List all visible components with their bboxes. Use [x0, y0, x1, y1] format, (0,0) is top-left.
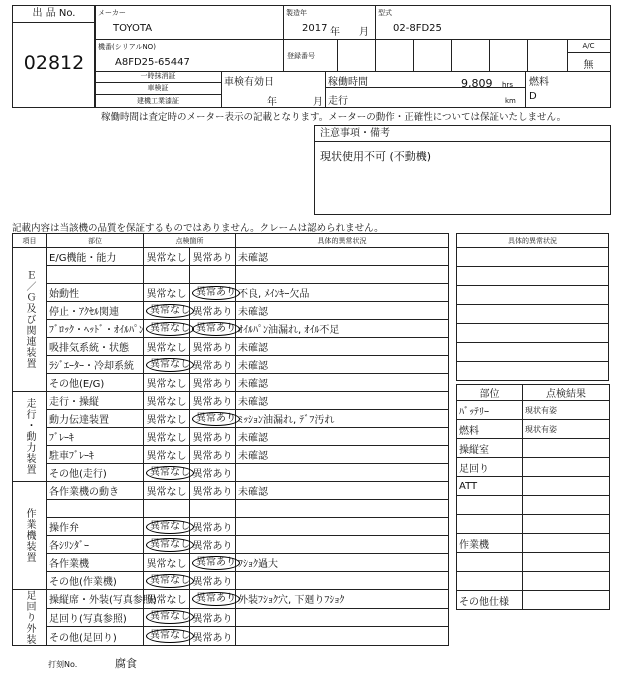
normal-cell	[144, 248, 190, 266]
normal-cell	[144, 482, 190, 500]
detail-cell-text: 不良, ﾒｲﾝｷｰ欠品	[238, 289, 310, 300]
hours-unit: hrs	[502, 81, 513, 89]
detail-cell-text: 外装ﾌｼｮｸ穴, 下廻りﾌｼｮｸ	[238, 595, 345, 607]
cert-vehicle: 車検証	[95, 83, 221, 95]
results-row	[457, 591, 610, 610]
fuel-label: 燃料	[529, 77, 549, 88]
part-cell-text: 各作業機	[49, 559, 89, 570]
abnormal-cell	[190, 392, 236, 410]
detail-cell-text: 未確認	[238, 361, 268, 372]
right-detail-row	[457, 248, 609, 267]
normal-cell	[144, 500, 190, 518]
results-part-cell	[457, 572, 523, 591]
part-cell-text: 停止・ｱｸｾﾙ関連	[49, 307, 119, 318]
normal-cell-text: 異常なし	[146, 451, 187, 462]
detail-cell	[236, 590, 449, 609]
normal-cell-text: 異常なし	[146, 629, 194, 643]
section-label	[13, 590, 47, 646]
table-row	[13, 627, 449, 646]
part-cell	[47, 266, 144, 284]
abnormal-cell-text: 異常あり	[192, 556, 240, 570]
normal-cell-text: 異常なし	[146, 358, 194, 372]
part-cell	[47, 464, 144, 482]
results-part-cell	[457, 515, 523, 534]
part-cell	[47, 410, 144, 428]
mileage-label: 走行	[328, 96, 348, 107]
hours-value: 9,809	[461, 77, 493, 90]
detail-cell	[236, 554, 449, 572]
right-detail-row	[457, 324, 609, 343]
reg-label: 登録番号	[287, 52, 315, 60]
part-cell-text: ﾗｼﾞｴｰﾀｰ・冷却系統	[49, 361, 134, 372]
part-cell-text: その他(E/G)	[49, 379, 105, 390]
results-row	[457, 496, 610, 515]
normal-cell	[144, 284, 190, 302]
results-part-cell: 燃料	[457, 420, 523, 439]
part-cell-text: E/G機能・能力	[49, 253, 117, 264]
section-label-text: 作業機装置	[24, 508, 35, 563]
part-cell	[47, 356, 144, 374]
results-result-cell	[523, 534, 610, 553]
normal-cell	[144, 374, 190, 392]
abnormal-cell	[190, 590, 236, 609]
col-detail: 具体的異常状況	[236, 234, 449, 248]
abnormal-cell	[190, 428, 236, 446]
abnormal-cell	[190, 338, 236, 356]
abnormal-cell	[190, 410, 236, 428]
table-row	[13, 410, 449, 428]
detail-cell-text: 未確認	[238, 379, 268, 390]
table-row	[13, 338, 449, 356]
detail-cell	[236, 302, 449, 320]
lot-number: 02812	[23, 52, 85, 74]
abnormal-cell	[190, 627, 236, 646]
detail-cell	[236, 428, 449, 446]
part-cell	[47, 338, 144, 356]
normal-cell-text: 異常なし	[146, 559, 187, 570]
abnormal-cell-text: 異常あり	[192, 577, 233, 588]
notes-box	[314, 125, 611, 215]
detail-cell	[236, 608, 449, 627]
results-part-cell: ATT	[457, 477, 523, 496]
normal-cell	[144, 590, 190, 609]
model-label: 型式	[378, 9, 392, 17]
detail-cell	[236, 572, 449, 590]
abnormal-cell-text: 異常あり	[192, 433, 233, 444]
year-label: 製造年	[286, 9, 307, 17]
detail-cell-text: ﾐｯｼｮﾝ油漏れ, ﾃﾞﾌ汚れ	[238, 415, 335, 426]
serial-value: A8FD25-65447	[115, 57, 190, 68]
part-cell-text: 操作弁	[49, 523, 79, 534]
detail-cell-text: 未確認	[238, 487, 268, 498]
part-cell	[47, 518, 144, 536]
header-info-box	[94, 5, 611, 108]
inspection-month: 月	[313, 97, 323, 108]
table-row	[13, 536, 449, 554]
normal-cell-text: 異常なし	[146, 253, 187, 264]
part-cell	[47, 536, 144, 554]
abnormal-cell	[190, 302, 236, 320]
abnormal-cell	[190, 446, 236, 464]
results-part-header: 部位	[457, 385, 523, 401]
col-check: 点検箇所	[144, 234, 236, 248]
cert-construction: 建機工業漆証	[137, 97, 179, 105]
part-cell-text: 操縦席・外装(写真参照)	[49, 595, 157, 607]
normal-cell-text: 異常なし	[146, 520, 194, 534]
normal-cell-text: 異常なし	[146, 595, 187, 607]
normal-cell	[144, 536, 190, 554]
normal-cell	[144, 410, 190, 428]
results-part-cell	[457, 496, 523, 515]
normal-cell-text: 異常なし	[146, 610, 194, 624]
col-item: 項目	[13, 234, 47, 248]
results-result-cell	[523, 439, 610, 458]
normal-cell-text: 異常なし	[146, 538, 194, 552]
results-result-cell	[523, 496, 610, 515]
part-cell-text: その他(作業機)	[49, 577, 117, 588]
section-label	[13, 482, 47, 590]
right-detail-row	[457, 267, 609, 286]
part-cell	[47, 608, 144, 627]
part-cell-text: その他(足回り)	[49, 632, 117, 644]
serial-label: 機番(シリアルNO)	[98, 43, 156, 51]
part-cell	[47, 500, 144, 518]
results-row	[457, 553, 610, 572]
results-row	[457, 401, 610, 420]
section-label-text: 足回り外装	[24, 590, 35, 645]
abnormal-cell	[190, 500, 236, 518]
detail-cell	[236, 392, 449, 410]
abnormal-cell-text: 異常あり	[192, 487, 233, 498]
model-value: 02-8FD25	[393, 23, 442, 34]
detail-cell-text: 未確認	[238, 253, 268, 264]
normal-cell-text: 異常なし	[146, 415, 187, 426]
year-unit: 年	[330, 27, 340, 38]
abnormal-cell	[190, 320, 236, 338]
abnormal-cell	[190, 482, 236, 500]
results-row	[457, 458, 610, 477]
table-row	[13, 374, 449, 392]
lot-label: 出 品 No.	[13, 6, 95, 23]
part-cell-text: 各ｼﾘﾝﾀﾞｰ	[49, 541, 89, 552]
part-cell	[47, 374, 144, 392]
normal-cell-text: 異常なし	[146, 322, 194, 336]
table-row	[13, 248, 449, 266]
month-unit: 月	[359, 27, 369, 38]
normal-cell-text: 異常なし	[146, 379, 187, 390]
year-value: 2017	[302, 23, 328, 34]
abnormal-cell	[190, 464, 236, 482]
part-cell-text: 各作業機の動き	[49, 487, 119, 498]
results-part-cell	[457, 553, 523, 572]
normal-cell-text: 異常なし	[146, 304, 194, 318]
abnormal-cell	[190, 356, 236, 374]
normal-cell-text: 異常なし	[146, 397, 187, 408]
normal-cell-text: 異常なし	[146, 466, 194, 480]
detail-cell	[236, 284, 449, 302]
disclaimer: 記載内容は当該機の品質を保証するものではありません。クレームは認められません。	[12, 223, 384, 234]
detail-cell-text: 未確認	[238, 343, 268, 354]
results-row	[457, 477, 610, 496]
normal-cell	[144, 608, 190, 627]
section-label	[13, 248, 47, 392]
col-part: 部位	[47, 234, 144, 248]
notes-text: 現状使用不可 (不動機)	[320, 150, 432, 163]
part-cell-text: その他(走行)	[49, 469, 107, 480]
normal-cell	[144, 356, 190, 374]
part-cell-text: 走行・操縦	[49, 397, 99, 408]
abnormal-cell	[190, 248, 236, 266]
part-cell	[47, 554, 144, 572]
normal-cell-text: 異常なし	[146, 343, 187, 354]
results-row	[457, 420, 610, 439]
abnormal-cell-text: 異常あり	[192, 253, 233, 264]
results-result-header: 点検結果	[523, 385, 610, 401]
detail-cell	[236, 320, 449, 338]
detail-cell	[236, 500, 449, 518]
normal-cell	[144, 338, 190, 356]
abnormal-cell-text: 異常あり	[192, 592, 240, 606]
abnormal-cell-text: 異常あり	[192, 343, 233, 354]
hours-note: 稼働時間は査定時のメーター表示の記載となります。メーターの動作・正確性については保証いたしません。	[101, 112, 567, 123]
lot-box	[12, 5, 96, 108]
km-unit: km	[505, 97, 516, 105]
detail-cell	[236, 248, 449, 266]
normal-cell	[144, 518, 190, 536]
detail-cell	[236, 410, 449, 428]
table-row	[13, 356, 449, 374]
abnormal-cell-text: 異常あり	[192, 613, 233, 625]
part-cell	[47, 248, 144, 266]
results-row	[457, 534, 610, 553]
normal-cell	[144, 627, 190, 646]
section-label	[13, 392, 47, 482]
normal-cell	[144, 302, 190, 320]
table-row	[13, 266, 449, 284]
abnormal-cell	[190, 554, 236, 572]
results-result-cell	[523, 477, 610, 496]
detail-cell	[236, 464, 449, 482]
detail-cell-text: 未確認	[238, 397, 268, 408]
results-part-cell: 作業機	[457, 534, 523, 553]
right-detail-header: 具体的異常状況	[457, 234, 609, 248]
results-body	[457, 401, 610, 610]
inspection-year: 年	[267, 97, 277, 108]
stamp-label: 打刻No.	[48, 660, 78, 669]
results-part-cell: ﾊﾞｯﾃﾘｰ	[457, 401, 523, 420]
detail-cell-text: ﾌｼｮｸ過大	[238, 559, 278, 570]
table-row	[13, 464, 449, 482]
ac-value: 無	[583, 60, 594, 71]
detail-cell	[236, 536, 449, 554]
table-row	[13, 572, 449, 590]
results-result-cell: 現状有姿	[523, 401, 610, 420]
abnormal-cell-text: 異常あり	[192, 286, 240, 300]
right-detail-row	[457, 305, 609, 324]
detail-cell-text: 未確認	[238, 433, 268, 444]
maker-value: TOYOTA	[113, 23, 153, 34]
normal-cell-text: 異常なし	[146, 487, 187, 498]
abnormal-cell	[190, 518, 236, 536]
table-row	[13, 392, 449, 410]
abnormal-cell-text: 異常あり	[192, 523, 233, 534]
part-cell	[47, 320, 144, 338]
detail-cell	[236, 356, 449, 374]
inspection-table	[12, 233, 449, 646]
maker-label: メーカー	[98, 9, 126, 17]
results-result-cell: 現状有姿	[523, 420, 610, 439]
table-row	[13, 554, 449, 572]
part-cell	[47, 572, 144, 590]
abnormal-cell-text: 異常あり	[192, 307, 233, 318]
section-label-text: 走行・動力装置	[24, 398, 35, 475]
part-cell-text: 動力伝達装置	[49, 415, 109, 426]
part-cell	[47, 302, 144, 320]
normal-cell	[144, 392, 190, 410]
results-result-cell	[523, 553, 610, 572]
detail-cell	[236, 627, 449, 646]
notes-title: 注意事項・備考	[315, 126, 610, 142]
results-part-cell: 操縦室	[457, 439, 523, 458]
results-result-cell	[523, 591, 610, 610]
right-detail-row	[457, 343, 609, 362]
part-cell-text: 始動性	[49, 289, 79, 300]
results-result-cell	[523, 515, 610, 534]
abnormal-cell	[190, 374, 236, 392]
abnormal-cell-text: 異常あり	[192, 541, 233, 552]
part-cell-text: ﾌﾞﾚｰｷ	[49, 433, 74, 444]
part-cell	[47, 284, 144, 302]
results-row	[457, 572, 610, 591]
table-row	[13, 500, 449, 518]
normal-cell-text: 異常なし	[146, 574, 194, 588]
inspection-label: 車検有効日	[224, 77, 274, 88]
results-result-cell	[523, 458, 610, 477]
detail-cell	[236, 374, 449, 392]
section-label-text: Ｅ／Ｇ及び関連装置	[24, 270, 35, 369]
detail-cell	[236, 266, 449, 284]
abnormal-cell-text: 異常あり	[192, 379, 233, 390]
normal-cell	[144, 428, 190, 446]
abnormal-cell-text: 異常あり	[192, 397, 233, 408]
fuel-value: D	[529, 91, 537, 102]
normal-cell	[144, 554, 190, 572]
detail-cell	[236, 338, 449, 356]
results-row	[457, 439, 610, 458]
abnormal-cell-text: 異常あり	[192, 412, 240, 426]
inspection-body	[13, 248, 449, 646]
part-cell-text: 駐車ﾌﾞﾚｰｷ	[49, 451, 94, 462]
hours-label: 稼働時間	[328, 77, 368, 88]
table-row	[13, 590, 449, 609]
detail-cell	[236, 518, 449, 536]
ac-label: A/C	[567, 41, 610, 53]
normal-cell-text: 異常なし	[146, 289, 187, 300]
table-row	[13, 446, 449, 464]
normal-cell-text: 異常なし	[146, 433, 187, 444]
right-detail-table	[456, 233, 609, 381]
detail-cell-text: 未確認	[238, 307, 268, 318]
detail-cell	[236, 446, 449, 464]
part-cell	[47, 428, 144, 446]
table-row	[13, 320, 449, 338]
abnormal-cell	[190, 608, 236, 627]
right-detail-row	[457, 286, 609, 305]
part-cell	[47, 590, 157, 609]
part-cell-text: 足回り(写真参照)	[49, 613, 127, 625]
part-cell-text: 吸排気系統・状態	[49, 343, 129, 354]
normal-cell	[144, 320, 190, 338]
abnormal-cell-text: 異常あり	[192, 361, 233, 372]
normal-cell	[144, 266, 190, 284]
part-cell	[47, 446, 144, 464]
results-part-cell: 足回り	[457, 458, 523, 477]
part-cell	[47, 392, 144, 410]
results-result-cell	[523, 572, 610, 591]
abnormal-cell-text: 異常あり	[192, 322, 240, 336]
results-table	[456, 384, 610, 610]
table-row	[13, 302, 449, 320]
table-row	[13, 518, 449, 536]
right-detail-row	[457, 362, 609, 381]
normal-cell	[144, 446, 190, 464]
part-cell-text: ﾌﾞﾛｯｸ・ﾍｯﾄﾞ・ｵｲﾙﾊﾟﾝ	[49, 325, 144, 336]
table-row	[13, 428, 449, 446]
normal-cell	[144, 572, 190, 590]
part-cell	[47, 627, 144, 646]
stamp-value: 腐食	[115, 657, 137, 670]
detail-cell	[236, 482, 449, 500]
abnormal-cell-text: 異常あり	[192, 632, 233, 644]
abnormal-cell	[190, 572, 236, 590]
table-row	[13, 608, 449, 627]
abnormal-cell-text: 異常あり	[192, 469, 233, 480]
abnormal-cell	[190, 284, 236, 302]
normal-cell	[144, 464, 190, 482]
detail-cell-text: 未確認	[238, 451, 268, 462]
table-row	[13, 284, 449, 302]
abnormal-cell	[190, 536, 236, 554]
abnormal-cell	[190, 266, 236, 284]
table-row	[13, 482, 449, 500]
detail-cell-text: ｵｲﾙﾊﾟﾝ油漏れ, ｵｲﾙ不足	[238, 325, 340, 336]
part-cell	[47, 482, 144, 500]
abnormal-cell-text: 異常あり	[192, 451, 233, 462]
cert-temp-cancel: 一時抹消証	[95, 71, 221, 83]
results-part-cell: その他仕様	[457, 591, 523, 610]
results-row	[457, 515, 610, 534]
